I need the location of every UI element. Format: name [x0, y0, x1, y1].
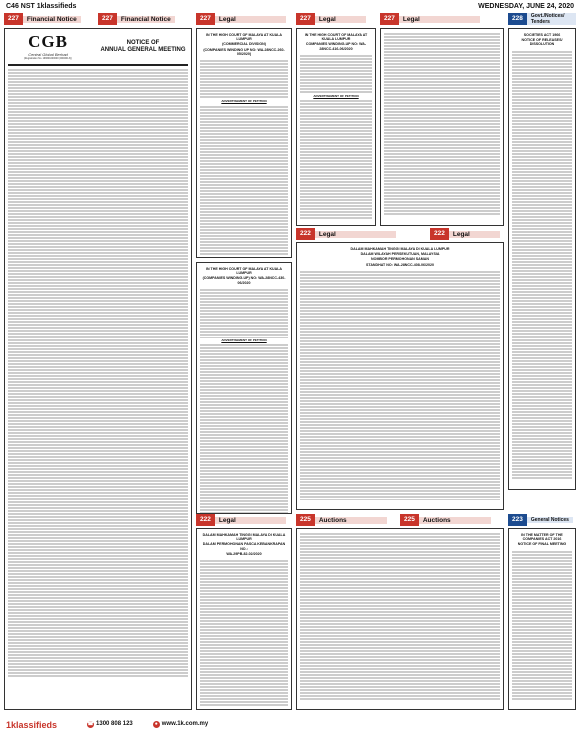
general-title: IN THE MATTER OF THE COMPANIES ACT 2016: [521, 533, 563, 542]
legal3-section: ADVERTISEMENT OF PETITION: [313, 93, 359, 98]
legal-notice-bankruptcy: [196, 528, 292, 710]
category-legal-1: 227 Legal: [196, 13, 286, 25]
footer-brand: 1klassifieds: [6, 719, 58, 730]
category-legal-mid-1: 222 Legal: [296, 228, 396, 240]
category-financial-notice-2: 227 Financial Notice: [98, 13, 175, 25]
category-legal-low: 222 Legal: [196, 514, 286, 526]
gov-subtitle: NOTICE OF RELEASES/ DISSOLUTION: [521, 38, 563, 47]
phone-icon: ☎: [87, 721, 94, 727]
legal5-title-3: WA-29PB-82-02/2020: [226, 551, 262, 556]
legal-notice-2: [196, 262, 292, 514]
cgb-notice-title-1: NOTICE OF: [126, 40, 160, 46]
general-notice: [508, 528, 576, 710]
category-govt-notices: 228 Govt./Notices/ Tenders: [508, 13, 576, 25]
page-date: WEDNESDAY, JUNE 24, 2020: [478, 2, 574, 10]
page-header: [0, 0, 580, 12]
category-row-mid: [0, 228, 580, 240]
category-general-notices: 223 General Notices: [508, 514, 576, 526]
category-row: [0, 13, 580, 25]
legal3-title-1: IN THE HIGH COURT OF MALAYA AT KUALA LUMPUR: [304, 33, 368, 42]
legal3-title-2: COMPANIES WINDING-UP NO: WA-28NCC-416-06/2020: [305, 42, 367, 51]
cgb-registration: (Registration No. 199601000000 (000000-X)): [24, 57, 72, 60]
legal5-title-2: DALAM PERMOHONAN PASCA KEBANKRAPAN NO.:: [202, 542, 286, 551]
legal4-title-1: DALAM MAHKAMAH TINGGI MALAYA DI KUALA LUMPUR: [350, 247, 450, 251]
category-legal-mid-2: 222 Legal: [430, 228, 500, 240]
legal5-title-1: DALAM MAHKAMAH TINGGI MALAYA DI KUALA LUMPUR: [202, 533, 286, 542]
category-legal-3: 227 Legal: [380, 13, 480, 25]
legal1-title-2: (COMMERCIAL DIVISION): [222, 42, 266, 47]
general-subtitle: NOTICE OF FINAL MEETING: [517, 542, 567, 547]
cgb-notice-body: [8, 64, 188, 678]
legal-notice-1: [196, 28, 292, 258]
legal2-title-1: IN THE HIGH COURT OF MALAYA AT KUALA LUMPUR: [205, 267, 283, 276]
legal-notice-3: [296, 28, 376, 226]
cgb-notice-title-2: ANNUAL GENERAL MEETING: [100, 47, 186, 53]
legal1-section: ADVERTISEMENT OF PETITION: [221, 99, 267, 104]
page-code: C46 NST 1klassifieds: [6, 2, 77, 10]
legal1-title-1: IN THE HIGH COURT OF MALAYA AT KUALA LUMPUR: [205, 33, 283, 42]
page-footer: [0, 716, 580, 733]
legal2-section: ADVERTISEMENT OF PETITION: [221, 337, 267, 342]
legal-notice-4-top: [380, 28, 504, 226]
category-legal-2: 227 Legal: [296, 13, 366, 25]
category-financial-notice-1: 227 Financial Notice: [4, 13, 81, 25]
gov-title: SOCIETIES ACT 1966: [523, 33, 561, 37]
legal4-title-3: NOMBOR PERMOHONAN SAMAN: [371, 257, 429, 262]
globe-icon: ●: [154, 721, 158, 727]
footer-phone: ☎ 1300 808 123: [87, 721, 133, 727]
cgb-logo: CGB: [28, 32, 68, 51]
category-auctions-2: 225 Auctions: [400, 514, 491, 526]
category-row-low: [0, 514, 580, 526]
cgb-agm-notice: [4, 28, 192, 710]
auction-notice: [296, 528, 504, 710]
category-auctions-1: 225 Auctions: [296, 514, 387, 526]
legal-notice-malay: [296, 242, 504, 510]
legal4-title-4: STANDHAT NO: WA-28NCC-408-06/2020: [366, 262, 434, 267]
footer-web: ● www.1k.com.my: [154, 721, 209, 727]
govt-notice: [508, 28, 576, 490]
legal1-title-3: (COMPANIES WINDING UP NO: WA-28NCC-260-05/2020): [203, 47, 285, 56]
legal4-title-2: DALAM WILAYAH PERSEKUTUAN, MALAYSIA: [360, 252, 440, 257]
cgb-company-name: Central Global Berhad: [28, 52, 68, 57]
legal2-title-2: (COMPANIES WINDING-UP) NO: WA-28NCC-430-06/2020: [202, 276, 286, 285]
